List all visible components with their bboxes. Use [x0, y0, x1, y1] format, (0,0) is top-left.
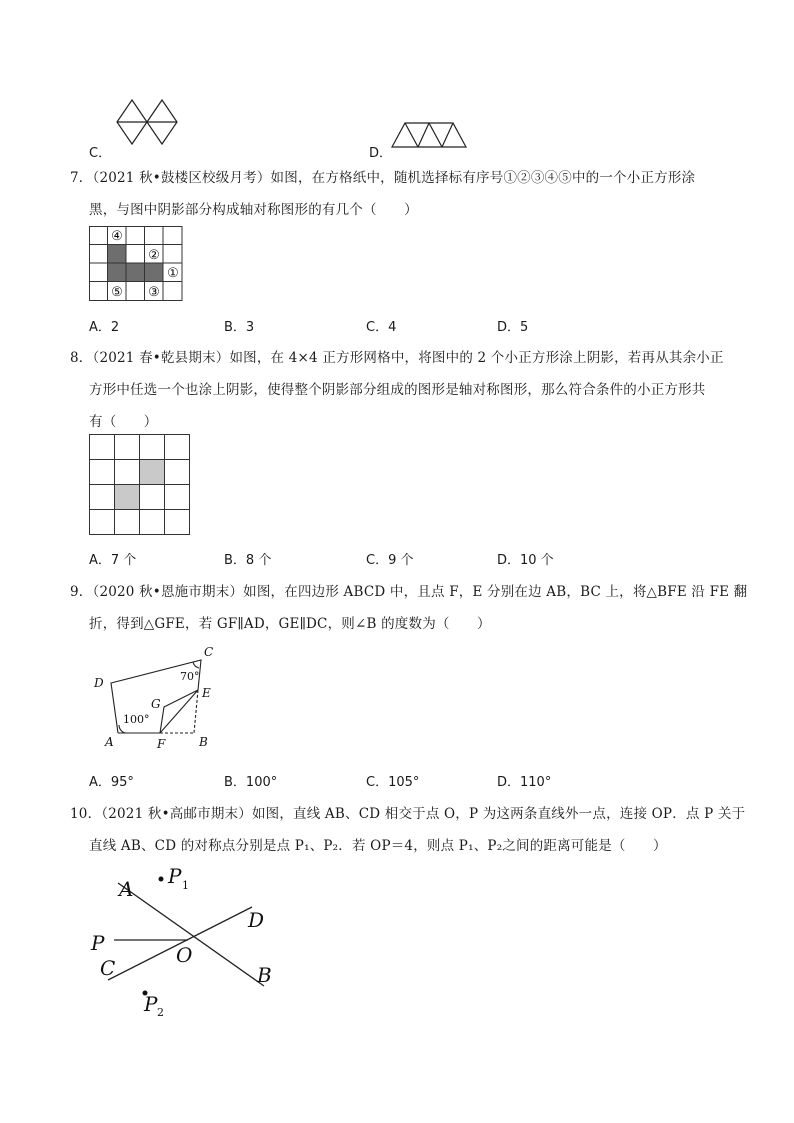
q8-stem-line1: 8．（2021 春•乾县期末）如图，在 4×4 正方形网格中，将图中的 2 个小正方形涂上阴影，若再从其余小正 [70, 350, 724, 366]
q10-label-p1: P [168, 864, 182, 888]
q10-label-p: P [91, 931, 105, 955]
q8-stem-line2: 方形中任选一个也涂上阴影，使得整个阴影部分组成的图形是轴对称图形，那么符合条件的小正方形共 [89, 382, 706, 398]
q9-option-a[interactable]: A．95° [89, 775, 134, 790]
q9-label-a: A [105, 735, 114, 749]
q8-shaded-cell [139, 459, 164, 484]
q7-shaded-cell [145, 263, 164, 282]
q9-angle-a-label: 100° [123, 713, 150, 726]
q7-option-c[interactable]: C．4 [366, 320, 397, 335]
q10-stem-line1: 10．（2021 秋•高邮市期末）如图，直线 AB、CD 相交于点 O，P 为这两条直线外一点，连接 OP．点 P 关于 [70, 806, 746, 822]
q9-option-d[interactable]: D．110° [497, 775, 552, 790]
q7-stem-line2: 黑，与图中阴影部分构成轴对称图形的有几个（ ） [89, 202, 418, 218]
q10-label-p2: P [144, 992, 158, 1016]
q7-option-a[interactable]: A．2 [89, 320, 120, 335]
q7-grid-label-3: ③ [148, 285, 160, 300]
q6-option-c-label: C． [89, 146, 112, 161]
q8-stem-line3: 有（ ） [89, 414, 158, 430]
q10-point-p1 [159, 877, 164, 882]
q9-label-c: C [204, 645, 214, 659]
q8-shaded-cell [114, 484, 139, 509]
q9-label-d: D [94, 676, 104, 690]
q8-option-d[interactable]: D．10 个 [497, 553, 554, 568]
q9-label-e: E [202, 686, 211, 700]
q9-label-b: B [199, 735, 208, 749]
q6-option-d-figure [390, 120, 470, 150]
q8-option-c[interactable]: C．9 个 [366, 553, 414, 568]
q7-grid-label-2: ② [148, 248, 160, 263]
q10-label-p2-subscript: 2 [157, 1006, 164, 1019]
q9-angle-c-label: 70° [180, 670, 200, 683]
q9-label-g: G [151, 697, 161, 711]
q7-grid-label-4: ④ [111, 229, 123, 244]
q7-grid-label-5: ⑤ [111, 285, 123, 300]
q10-label-p1-subscript: 1 [182, 879, 189, 892]
q9-quadrilateral-figure [88, 640, 228, 752]
q9-stem-line2: 折，得到△GFE，若 GF∥AD，GE∥DC，则∠B 的度数为（ ） [89, 616, 491, 632]
q10-label-o: O [176, 943, 193, 967]
q9-stem-line1: 9．（2020 秋•恩施市期末）如图，在四边形 ABCD 中，且点 F，E 分别在边 AB，BC 上，将△BFE 沿 FE 翻 [70, 584, 748, 600]
q10-label-a: A [119, 877, 134, 901]
q8-option-a[interactable]: A．7 个 [89, 553, 137, 568]
q6-option-d-label: D． [369, 146, 393, 161]
q7-stem-line1: 7．（2021 秋•鼓楼区校级月考）如图，在方格纸中，随机选择标有序号①②③④⑤中的一个小正方形涂 [70, 170, 696, 186]
q7-option-b[interactable]: B．3 [224, 320, 255, 335]
q7-option-d[interactable]: D．5 [497, 320, 529, 335]
q7-shaded-cell [126, 263, 145, 282]
q7-shaded-cell [108, 263, 127, 282]
q9-option-c[interactable]: C．105° [366, 775, 420, 790]
q9-label-f: F [157, 737, 166, 751]
q7-grid-label-1: ① [167, 266, 179, 281]
q8-option-b[interactable]: B．8 个 [224, 553, 272, 568]
q10-intersecting-lines-figure [86, 858, 286, 1023]
q10-label-c: C [100, 956, 116, 980]
q8-grid-figure [89, 434, 191, 536]
q7-grid-figure [89, 226, 189, 302]
q6-option-c-figure [114, 98, 180, 150]
q10-label-b: B [257, 963, 272, 987]
q9-option-b[interactable]: B．100° [224, 775, 278, 790]
q7-shaded-cell [108, 245, 127, 264]
q10-stem-line2: 直线 AB、CD 的对称点分别是点 P₁、P₂．若 OP＝4，则点 P₁、P₂之间的距离可能是（ ） [89, 838, 667, 854]
q10-label-d: D [248, 908, 265, 932]
